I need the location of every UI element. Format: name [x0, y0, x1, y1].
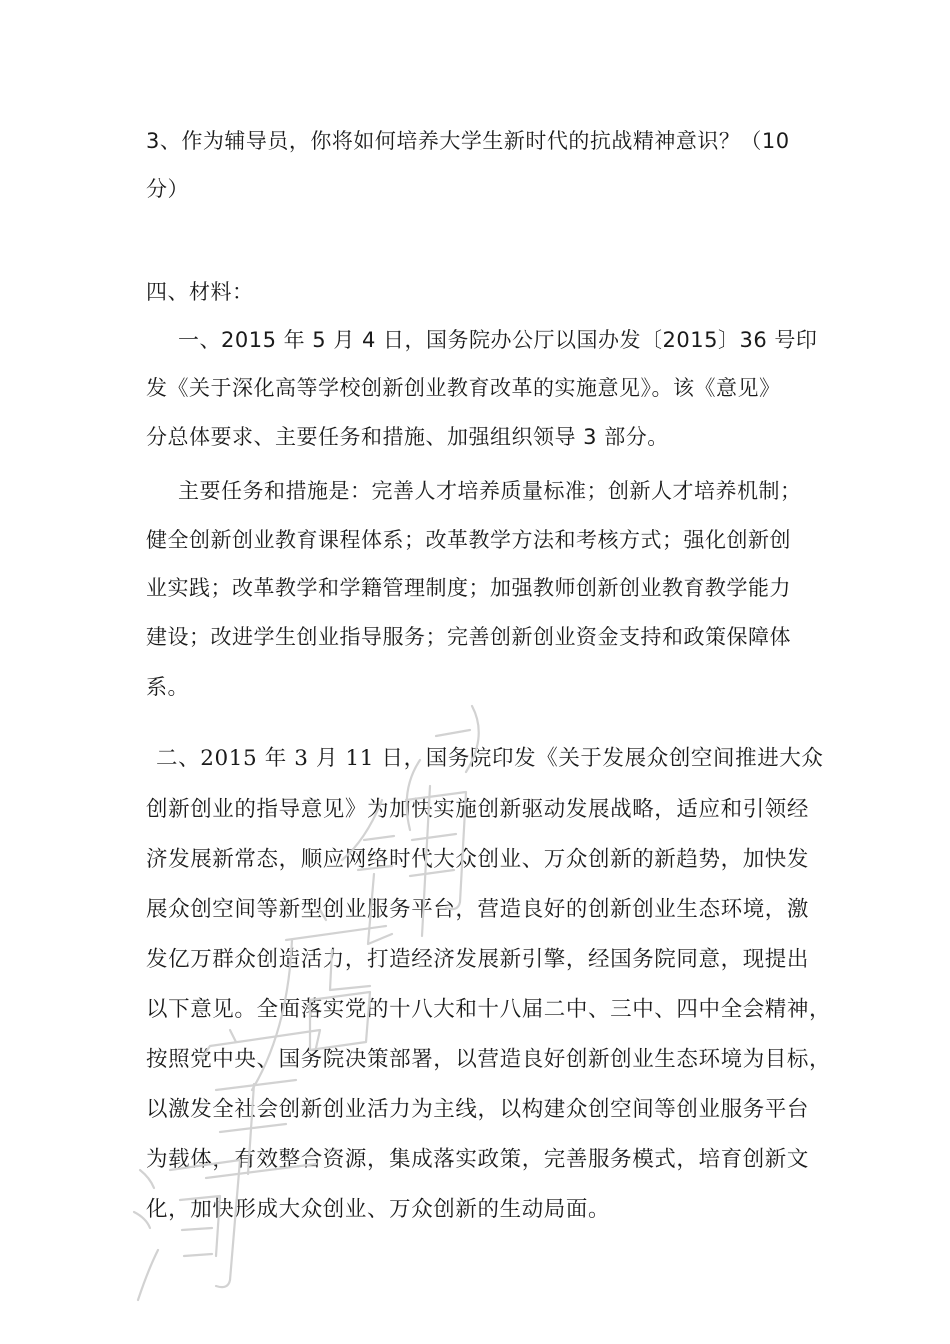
material-two-line-4: 展众创空间等新型创业服务平台，营造良好的创新创业生态环境，激: [146, 897, 810, 922]
material-two-line-7: 按照党中央、国务院决策部署，以营造良好创新创业生态环境为目标，: [146, 1047, 832, 1072]
material-two-line-8: 以激发全社会创新创业活力为主线，以构建众创空间等创业服务平台: [146, 1097, 810, 1122]
material-two-line-6: 以下意见。全面落实党的十八大和十八届二中、三中、四中全会精神，: [146, 997, 832, 1022]
material-two-line-10: 化，加快形成大众创业、万众创新的生动局面。: [146, 1197, 611, 1222]
material-two-line-1: 二、2015 年 3 月 11 日，国务院印发《关于发展众创空间推进大众: [156, 746, 824, 771]
material-one-line-2: 发《关于深化高等学校创新创业教育改革的实施意见》。该《意见》: [146, 376, 781, 400]
material-one-line-5: 健全创新创业教育课程体系；改革教学方法和考核方式；强化创新创: [146, 528, 791, 552]
material-two-line-3: 济发展新常态，顺应网络时代大众创业、万众创新的新趋势，加快发: [146, 847, 810, 872]
material-one-line-8: 系。: [146, 675, 189, 699]
material-two-line-5: 发亿万群众创造活力，打造经济发展新引擎，经国务院同意，现提出: [146, 947, 810, 972]
material-one-line-7: 建设；改进学生创业指导服务；完善创新创业资金支持和政策保障体: [146, 625, 791, 649]
section-four-heading: 四、材料：: [146, 280, 254, 304]
material-two-line-9: 为载体，有效整合资源，集成落实政策，完善服务模式，培育创新文: [146, 1147, 810, 1172]
material-one-line-6: 业实践；改革教学和学籍管理制度；加强教师创新创业教育教学能力: [146, 576, 791, 600]
material-one-line-1: 一、2015 年 5 月 4 日，国务院办公厅以国办发〔2015〕36 号印: [178, 328, 818, 352]
question-line-2: 分）: [146, 177, 189, 201]
question-line-1: 3、作为辅导员，你将如何培养大学生新时代的抗战精神意识？（10: [146, 129, 790, 153]
material-two-line-2: 创新创业的指导意见》为加快实施创新驱动发展战略，适应和引领经: [146, 797, 810, 822]
material-one-line-4: 主要任务和措施是：完善人才培养质量标准；创新人才培养机制；: [178, 479, 802, 503]
material-one-line-3: 分总体要求、主要任务和措施、加强组织领导 3 部分。: [146, 425, 669, 449]
